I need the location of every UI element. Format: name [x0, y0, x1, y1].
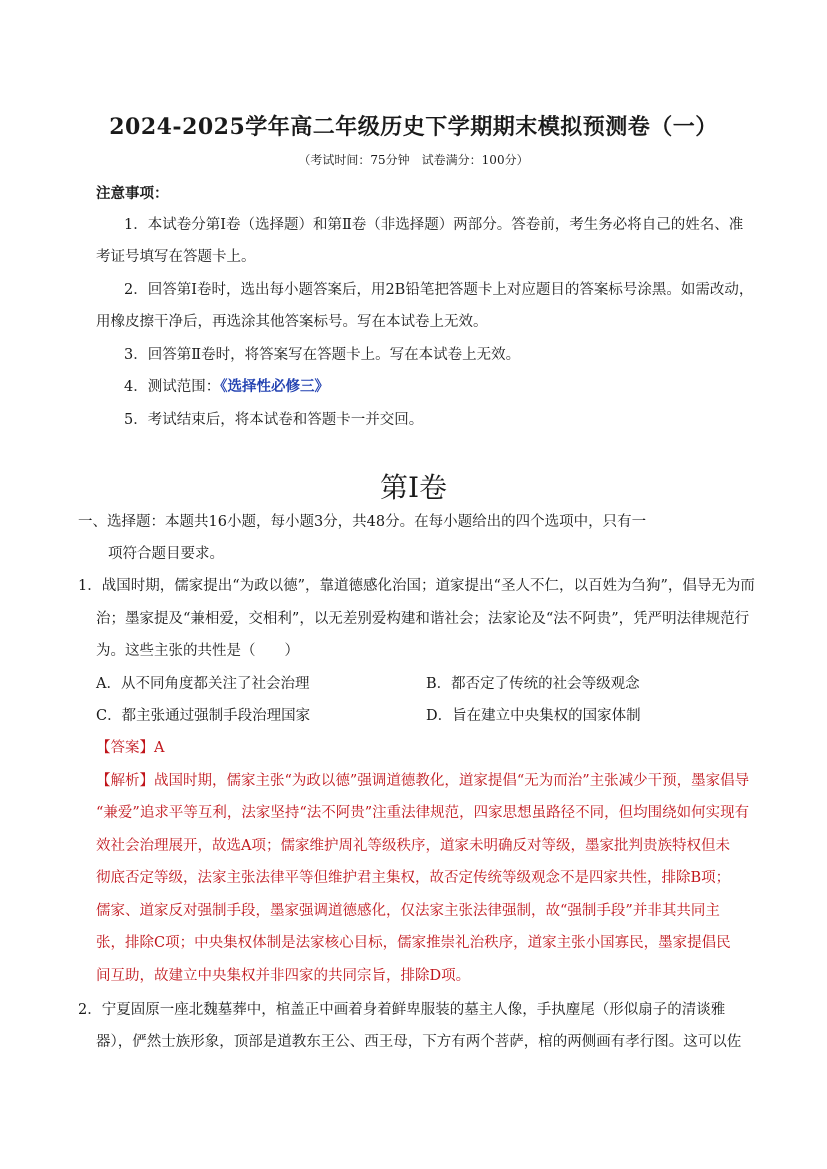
question-1-analysis-line-4: 彻底否定等级，法家主张法律平等但维护君主集权，故否定传统等级观念不是四家共性，排除B项；	[96, 870, 731, 886]
note-item-5: 5．考试结束后，将本试卷和答题卡一并交回。	[124, 412, 424, 428]
note-item-2-line-1: 2．回答第Ⅰ卷时，选出每小题答案后，用2B铅笔把答题卡上对应题目的答案标号涂黑。如需改动，	[124, 282, 754, 298]
question-1-analysis-line-2: “兼爱”追求平等互利，法家坚持“法不阿贵”注重法律规范，四家思想虽路径不同，但均围绕如何实现有	[96, 805, 750, 821]
exam-title: 2024-2025学年高二年级历史下学期期末模拟预测卷（一）	[109, 114, 718, 140]
question-1-analysis-line-7: 间互助，故建立中央集权并非四家的共同宗旨，排除D项。	[96, 968, 471, 984]
note-item-4	[124, 377, 329, 397]
note-item-1-line-1: 1．本试卷分第Ⅰ卷（选择题）和第Ⅱ卷（非选择题）两部分。答卷前，考生务必将自己的姓名、准	[124, 217, 744, 233]
question-2-line-1: 2．宁夏固原一座北魏墓葬中，棺盖正中画着身着鲜卑服装的墓主人像，手执麈尾（形似扇子的清谈雅	[78, 1002, 726, 1018]
question-1-option-d: D．旨在建立中央集权的国家体制	[426, 708, 641, 724]
question-1-line-2: 治；墨家提及“兼相爱，交相利”，以无差别爱构建和谐社会；法家论及“法不阿贵”，凭严明法律规范行	[96, 611, 750, 627]
question-1-analysis-line-5: 儒家、道家反对强制手段，墨家强调道德感化，仅法家主张法律强制，故“强制手段”并非其共同主	[96, 903, 720, 919]
question-1-analysis-line-1: 【解析】战国时期，儒家主张“为政以德”强调道德教化，道家提倡“无为而治”主张减少干预，墨家倡导	[96, 773, 750, 789]
section-instruction-line-2: 项符合题目要求。	[108, 546, 224, 562]
question-1-option-a: A．从不同角度都关注了社会治理	[96, 676, 310, 692]
question-1-line-1: 1．战国时期，儒家提出“为政以德”，靠道德感化治国；道家提出“圣人不仁，以百姓为刍狗”，倡导无为而	[78, 578, 755, 594]
question-1-answer: 【答案】A	[96, 740, 165, 756]
exam-subtitle: （考试时间：75分钟 试卷满分：100分）	[298, 153, 529, 167]
question-1-analysis-line-6: 张，排除C项；中央集权体制是法家核心目标，儒家推崇礼治秩序，道家主张小国寡民，墨家提倡民	[96, 935, 731, 951]
question-1-option-b: B．都否定了传统的社会等级观念	[426, 676, 640, 692]
note-item-1-line-2: 考证号填写在答题卡上。	[96, 249, 256, 265]
question-2-line-2: 器），俨然士族形象，顶部是道教东王公、西王母，下方有两个菩萨，棺的两侧画有孝行图。这可以佐	[96, 1034, 742, 1050]
note-item-4-prefix: 4．测试范围：	[124, 379, 221, 395]
test-scope: 《选择性必修三》	[220, 378, 329, 395]
note-item-3: 3．回答第Ⅱ卷时，将答案写在答题卡上。写在本试卷上无效。	[124, 347, 521, 363]
question-1-line-3: 为。这些主张的共性是（ ）	[96, 643, 299, 659]
section-title: 第Ⅰ卷	[379, 471, 448, 504]
notes-heading: 注意事项：	[96, 185, 169, 202]
note-item-2-line-2: 用橡皮擦干净后，再选涂其他答案标号。写在本试卷上无效。	[96, 314, 488, 330]
question-1-analysis-line-3: 效社会治理展开，故选A项；儒家维护周礼等级秩序，道家未明确反对等级，墨家批判贵族特权但未	[96, 838, 730, 854]
question-1-option-c: C．都主张通过强制手段治理国家	[96, 708, 311, 724]
section-instruction-line-1: 一、选择题：本题共16小题，每小题3分，共48分。在每小题给出的四个选项中，只有一	[78, 514, 647, 530]
